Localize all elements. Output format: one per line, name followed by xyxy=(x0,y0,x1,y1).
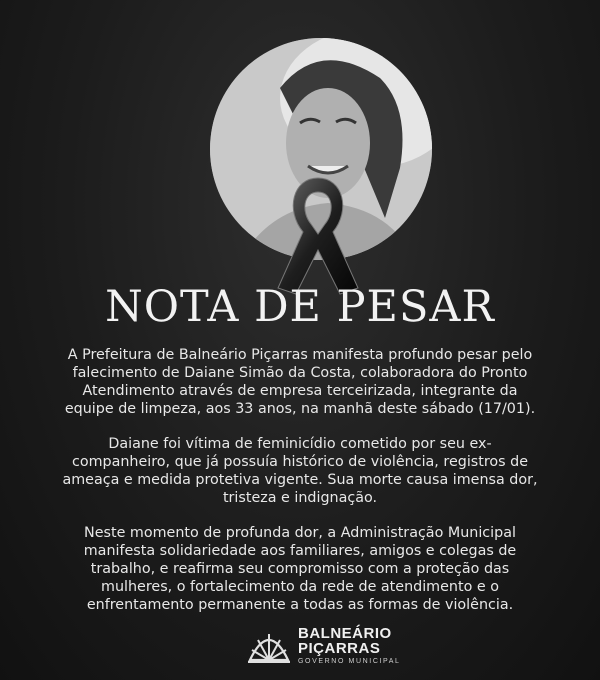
paragraph-circumstances: Daiane foi vítima de feminicídio cometido por seu ex-companheiro, que já possuía histórico de violência, registros de ameaça e medida protetiva vigente. Sua morte causa imensa dor, tristeza e indignação. xyxy=(62,436,538,506)
shell-logo-icon xyxy=(246,626,292,664)
condolence-message xyxy=(60,346,540,631)
paragraph-announcement: A Prefeitura de Balneário Piçarras manifesta profundo pesar pelo falecimento de Daiane Simão da Costa, colaboradora do Pronto Atendimento através de empresa terceirizada, integrante da equipe de limpeza, aos 33 anos, na manhã deste sábado (17/01). xyxy=(64,347,536,417)
logo-subtitle: GOVERNO MUNICIPAL xyxy=(298,657,401,665)
municipal-logo xyxy=(246,624,406,666)
logo-name-line2: PIÇARRAS xyxy=(298,639,381,657)
logo-name-line1: BALNEÁRIO xyxy=(298,624,392,642)
paragraph-solidarity: Neste momento de profunda dor, a Administração Municipal manifesta solidariedade aos familiares, amigos e colegas de trabalho, e reafirma seu compromisso com a proteção das mulheres, o fortalecimento da rede de atendimento e o enfrentamento permanente a todas as formas de violência. xyxy=(83,525,517,613)
page-title: NOTA DE PESAR xyxy=(105,282,495,332)
mourning-ribbon-icon xyxy=(263,170,373,300)
